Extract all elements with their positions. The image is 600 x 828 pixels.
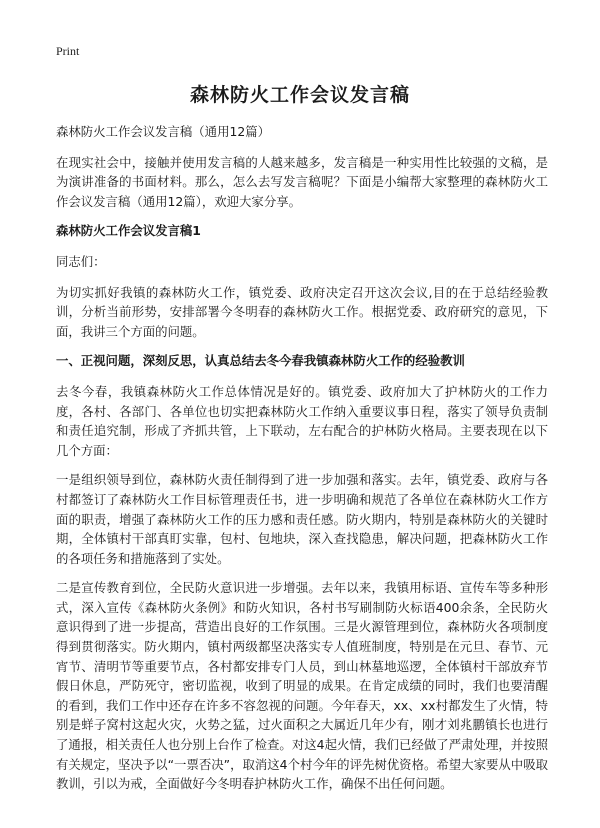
body-paragraph: 二是宣传教育到位，全民防火意识进一步增强。去年以来，我镇用标语、宣传车等多种形式，深入宣传《森林防火条例》和防火知识，各村书写刷制防火标语400余条，全民防火意识得到了进一步提高，营造出良好的工作氛围。三是火源管理到位，森林防火各项制度得到贯彻落实。防火期内，镇村两级都坚决落实专人值班制度，特别是在元旦、春节、元宵节、清明节等重要节点，各村都安排专门人员，到山林墓地巡逻，全体镇村干部放弃节假日休息，严防死守，密切监视，收到了明显的成果。在肯定成绩的同时，我们也要清醒的看到，我们工作中还存在许多不容忽视的问题。今年春天，xx、xx村都发生了火情，特别是蛘子窝村这起火灾，火势之猛，过火面积之大属近几年少有，刚才刘兆鹏镇长也进行了通报，相关责任人也分别上台作了检查。对这4起火情，我们已经做了严肃处理，并按照有关规定，坚决予以“一票否决”，取消这4个村今年的评先树优资格。希望大家要从中吸取教训，引以为戒，全面做好今冬明春护林防火工作，确保不出任何问题。 (56, 580, 548, 792)
print-link[interactable]: Print (56, 44, 80, 58)
page-title: 森林防火工作会议发言稿 (189, 84, 410, 106)
body-paragraph: 为切实抓好我镇的森林防火工作，镇党委、政府决定召开这次会议,目的在于总结经验教训，分析当前形势，安排部署今冬明春的森林防火工作。根据党委、政府研究的意见，下面，我讲三个方面的问题。 (56, 284, 548, 339)
section-heading: 森林防火工作会议发言稿1 (56, 223, 201, 239)
subsection-heading: 一、正视问题，深刻反思，认真总结去冬今春我镇森林防火工作的经验教训 (56, 353, 465, 369)
article-body (56, 122, 548, 804)
body-paragraph: 去冬今春，我镇森林防火工作总体情况是好的。镇党委、政府加大了护林防火的工作力度，各村、各部门、各单位也切实把森林防火工作纳入重要议事日程，落实了领导负责制和责任追究制，形成了齐抓共管，上下联动，左右配合的护林防火格局。主要表现在以下几个方面： (56, 383, 548, 458)
article-subtitle: 森林防火工作会议发言稿（通用12篇） (56, 124, 271, 139)
greeting: 同志们： (56, 253, 106, 269)
body-paragraph: 一是组织领导到位，森林防火责任制得到了进一步加强和落实。去年，镇党委、政府与各村都签订了森林防火工作目标管理责任书，进一步明确和规范了各单位在森林防火工作方面的职责，增强了森林防火工作的压力感和责任感。防火期内，特别是森林防火的关键时期，全体镇村干部真盯实靠，包村、包地块，深入查找隐患，解决问题，把森林防火工作的各项任务和措施落到了实处。 (56, 472, 548, 566)
intro-paragraph: 在现实社会中，接触并使用发言稿的人越来越多，发言稿是一种实用性比较强的文稿，是为演讲准备的书面材料。那么，怎么去写发言稿呢？下面是小编帮大家整理的森林防火工作会议发言稿（通用12篇），欢迎大家分享。 (56, 154, 548, 209)
